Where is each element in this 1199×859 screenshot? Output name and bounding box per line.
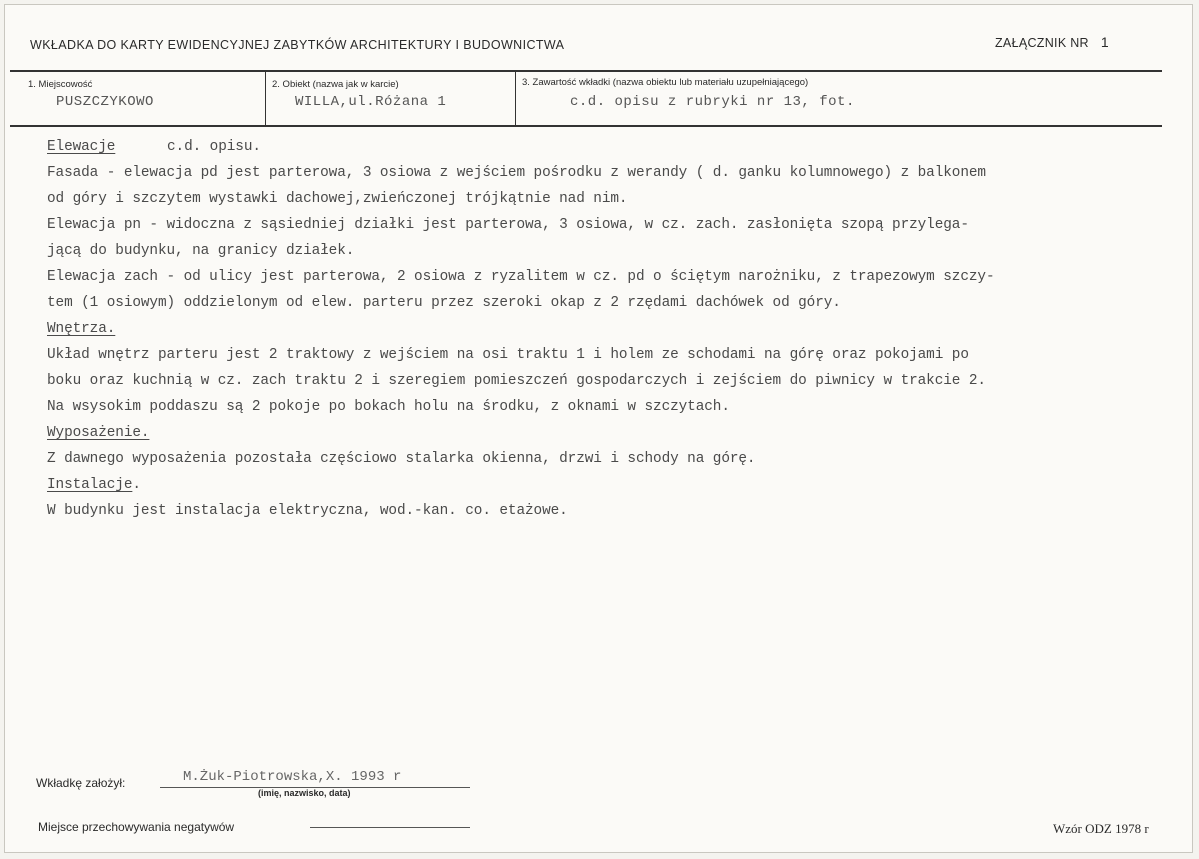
- body-line-10: Z dawnego wyposażenia pozostała częściowo stalarka okienna, drzwi i schody na górę.: [47, 451, 756, 467]
- locality-label: 1. Miejscowość: [28, 79, 93, 90]
- created-by-label: Wkładkę założył:: [36, 776, 126, 790]
- field-divider-1: [265, 71, 266, 126]
- locality-value: PUSZCZYKOWO: [56, 94, 154, 110]
- description-body: [47, 134, 1177, 524]
- form-code: Wzór ODZ 1978 r: [1053, 821, 1149, 836]
- form-title: WKŁADKA DO KARTY EWIDENCYJNEJ ZABYTKÓW ARCHITEKTURY I BUDOWNICTWA: [30, 38, 565, 52]
- annex-number: 1: [1100, 34, 1109, 50]
- annex-label-text: ZAŁĄCZNIK NR: [995, 36, 1089, 50]
- object-value: WILLA,ul.Różana 1: [295, 94, 447, 110]
- body-line-6: tem (1 osiowym) oddzielonym od elew. parteru przez szeroki okap z 2 rzędami dachówek od góry.: [47, 295, 841, 311]
- installations-dot: .: [132, 477, 141, 493]
- equipment-heading-line: [47, 420, 1177, 446]
- created-by-value: M.Żuk-Piotrowska,X. 1993 r: [183, 769, 402, 785]
- installations-heading: Instalacje: [47, 477, 133, 493]
- header-top-rule: [10, 70, 1162, 72]
- content-label: 3. Zawartość wkładki (nazwa obiektu lub materiału uzupełniającego): [522, 77, 809, 88]
- content-value: c.d. opisu z rubryki nr 13, fot.: [570, 94, 855, 110]
- elevations-suffix: c.d. opisu.: [167, 139, 261, 155]
- interiors-heading-line: [47, 316, 1177, 342]
- installations-heading-line: [47, 472, 1177, 498]
- created-by-sublabel: (imię, nazwisko, data): [258, 788, 351, 798]
- elevations-heading-line: [47, 134, 1177, 160]
- negatives-storage-label: Miejsce przechowywania negatywów: [38, 820, 235, 834]
- header-bottom-rule: [10, 125, 1162, 127]
- body-line-11: W budynku jest instalacja elektryczna, wod.-kan. co. etażowe.: [47, 503, 568, 519]
- body-line-5: Elewacja zach - od ulicy jest parterowa, 2 osiowa z ryzalitem w cz. pd o ściętym narożniku, z trapezowym szczy-: [47, 269, 995, 285]
- body-line-7: Układ wnętrz parteru jest 2 traktowy z wejściem na osi traktu 1 i holem ze schodami na górę oraz pokojami po: [47, 347, 969, 363]
- equipment-heading: Wyposażenie.: [47, 425, 150, 441]
- body-line-9: Na wsysokim poddaszu są 2 pokoje po bokach holu na środku, z oknami w szczytach.: [47, 399, 730, 415]
- body-line-8: boku oraz kuchnią w cz. zach traktu 2 i szeregiem pomieszczeń gospodarczych i zejściem do piwnicy w trakcie 2.: [47, 373, 986, 389]
- negatives-storage-line: [310, 827, 470, 828]
- elevations-heading: Elewacje: [47, 139, 116, 155]
- annex-label: [995, 34, 1109, 50]
- interiors-heading: Wnętrza.: [47, 321, 116, 337]
- body-line-4: jącą do budynku, na granicy działek.: [47, 243, 355, 259]
- body-line-1: Fasada - elewacja pd jest parterowa, 3 osiowa z wejściem pośrodku z werandy ( d. ganku kolumnowego) z balkonem: [47, 165, 986, 181]
- object-label: 2. Obiekt (nazwa jak w karcie): [272, 79, 399, 90]
- body-line-2: od góry i szczytem wystawki dachowej,zwieńczonej trójkątnie nad nim.: [47, 191, 628, 207]
- body-line-3: Elewacja pn - widoczna z sąsiedniej działki jest parterowa, 3 osiowa, w cz. zach. zasłonięta szopą przylega-: [47, 217, 969, 233]
- field-divider-2: [515, 71, 516, 126]
